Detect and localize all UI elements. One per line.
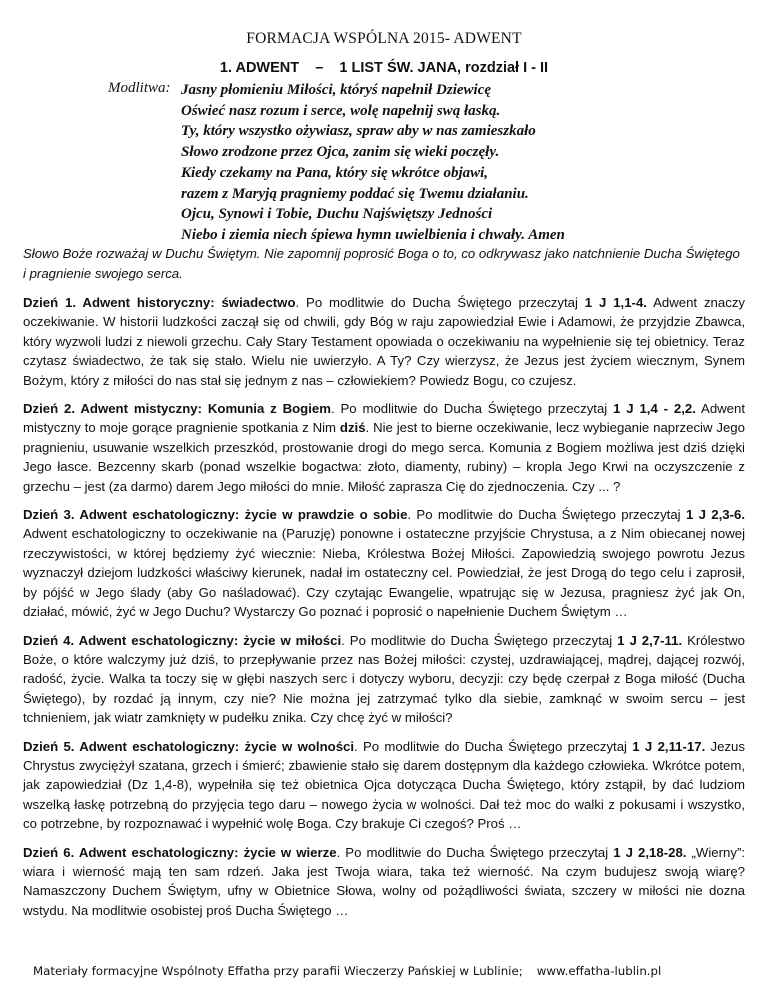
day-5-instruction: . Po modlitwie do Ducha Świętego przeczytaj — [354, 738, 633, 754]
document-title: FORMACJA WSPÓLNA 2015- ADWENT — [246, 30, 522, 47]
day-1-paragraph — [23, 293, 745, 390]
day-4-paragraph — [23, 631, 745, 728]
prayer-line: Słowo zrodzone przez Ojca, zanim się wieki poczęły. — [181, 144, 500, 161]
day-1-heading: Dzień 1. Adwent historyczny: świadectwo — [23, 295, 296, 310]
day-5-body: Jezus Chrystus zwyciężył szatana, grzech i śmierć; zbawienie stało się darem dostępnym dla każdego człowieka. Wkrótce potem, jak zapowiedział (Dz 1,4-8), wypełniła się też obietnica Ojca dotycząca Ducha Świętego, który zstąpił, by dać ludziom wszelką łaskę potrzebną do przyjęcia tego daru – nowego życia w wolności. Dał też moc do walki z pokusami i wszystko, co potrzebne, by rozpoznawać i wypełnić wolę Boga. Czy brakuje Ci czegoś? Proś … — [23, 738, 745, 832]
day-1-body: Adwent znaczy oczekiwanie. W historii ludzkości zaczął się od chwili, gdy Bóg w raju zapowiedział Ewie i Adamowi, że przyjdzie Zbawca, który wyzwoli ludzi z niewoli grzechu. Cały Stary Testament opowiada o oczekiwaniu na wypełnienie się tej obietnicy. Teraz czytasz świadectwo, że tak się stało. Wielu nie uwierzyło. A Ty? Czy wierzysz, że Jezus jest życiem wiecznym, Synem Bożym, który z miłości do nas stał się jednym z nas – człowiekiem? Powiedz Bogu, co czujesz. — [23, 295, 746, 388]
day-6-instruction: . Po modlitwie do Ducha Świętego przeczytaj — [336, 844, 614, 860]
day-5-paragraph — [23, 737, 745, 834]
prayer-line: Oświeć nasz rozum i serce, wolę napełnij swą łaską. — [181, 102, 501, 119]
prayer-text — [181, 80, 741, 246]
day-6-reference: 1 J 2,18-28. — [613, 844, 687, 860]
prayer-label: Modlitwa: — [108, 80, 171, 96]
footer-website-link[interactable]: www.effatha-lublin.pl — [536, 964, 662, 978]
day-4-reference: 1 J 2,7-11. — [617, 632, 683, 648]
day-2-emphasis: dziś — [339, 420, 366, 436]
day-3-reference: 1 J 2,3-6. — [685, 507, 745, 523]
prayer-line: razem z Maryją pragniemy poddać się Twemu działaniu. — [181, 185, 529, 202]
day-1-reference: 1 J 1,1-4. — [584, 295, 647, 310]
day-2-body: Adwent mistyczny to moje gorące pragnienie spotkania z Nim — [23, 401, 746, 436]
day-2-body-cont: . Nie jest to bierne oczekiwanie, lecz wybieganie naprzeciw Jego pragnieniu, usuwanie wszelkich przeszkód, prostowanie drogi do mego serca. Komunia z Bogiem możliwa jest dziś dzięki Jego łasce. Bezcenny skarb (ponad wszelkie bogactwa: złoto, diamenty, rubiny) – kropla Jego Krwi na oczyszczenie z grzechu – jest (za darmo) darem Jego miłości do mnie. Miłość zaprasza Cię do zjednoczenia. Czy ... ? — [23, 420, 745, 494]
day-4-body: Królestwo Boże, o które walczymy już dziś, to przepływanie przez nas Bożej miłości: czystej, uzdrawiającej, mądrej, dającej rozwój, radość, życie. Walka ta toczy się w głębi naszych serc i dotyczy wyboru, decyzji: czy będę czerpał z Boga miłość (Ducha Świętego), by rozdać ją innym, czy nie? Nie można jej zatrzymać tylko dla siebie, zamknąć w swoim sercu – jest tchnieniem, jak wiatr zamknięty w pudełku znika. Czy chcę żyć w miłości? — [23, 632, 746, 726]
day-6-paragraph — [23, 843, 745, 921]
day-2-instruction: . Po modlitwie do Ducha Świętego przeczytaj — [330, 401, 614, 417]
day-3-instruction: . Po modlitwie do Ducha Świętego przeczytaj — [407, 507, 686, 523]
page-footer — [33, 964, 733, 978]
day-3-heading: Dzień 3. Adwent eschatologiczny: życie w prawdzie o sobie — [23, 507, 408, 523]
day-6-body: „Wierny”: wiara i wierność mają ten sam rdzeń. Jaka jest Twoja wiara, taka też wierność. Na czym budujesz swoją wiarę? Namaszczony Duchem Świętym, ufny w Obietnice Słowa, wolny od pożądliwości świata, szczery w miłości nie dozna wstydu. Na modlitwie osobistej proś Ducha Świętego … — [23, 844, 746, 918]
day-2-reference: 1 J 1,4 - 2,2. — [613, 401, 696, 417]
prayer-line: Niebo i ziemia niech śpiewa hymn uwielbienia i chwały. Amen — [181, 226, 565, 243]
day-6-heading: Dzień 6. Adwent eschatologiczny: życie w wierze — [23, 844, 337, 860]
day-5-heading: Dzień 5. Adwent eschatologiczny: życie w wolności — [23, 738, 355, 754]
day-4-instruction: . Po modlitwie do Ducha Świętego przeczytaj — [341, 632, 618, 648]
day-4-heading: Dzień 4. Adwent eschatologiczny: życie w miłości — [23, 632, 342, 648]
prayer-line: Jasny płomieniu Miłości, któryś napełnił Dziewicę — [181, 82, 492, 98]
prayer-line: Kiedy czekamy na Pana, który się wkrótce objawi, — [181, 164, 489, 181]
day-2-heading: Dzień 2. Adwent mistyczny: Komunia z Bogiem — [23, 401, 331, 417]
footer-credit: Materiały formacyjne Wspólnoty Effatha przy parafii Wieczerzy Pańskiej w Lublinie; — [33, 964, 523, 978]
prayer-line: Ojcu, Synowi i Tobie, Duchu Najświętszy Jedności — [181, 206, 493, 223]
intro-text: Słowo Boże rozważaj w Duchu Świętym. Nie zapomnij poprosić Boga o to, co odkrywasz jako natchnienie Ducha Świętego i pragnienie swojego serca. — [23, 246, 740, 281]
document-subtitle: 1. ADWENT – 1 LIST ŚW. JANA, rozdział I - II — [219, 60, 549, 76]
day-3-body: Adwent eschatologiczny to oczekiwanie na (Paruzję) ponowne i ostateczne przyjście Chrystusa, a z Nim obiecanej nowej rzeczywistości, w której będziemy żyć wiecznie: Nieba, Królestwa Bożej Miłości. Zapowiedzią swojego powrotu Jezus wyznaczył dziejom ludzkości właściwy kierunek, nadał im ostateczny cel. Powiedział, że jest Drogą do tego celu i zaprosił, by pójść w Jego ślady (aby Go naśladować). Czy czytając Ewangelie, wpatrując się w Jezusa, pragniesz żyć jak On, działać, mówić, żyć w Jego Duchu? Wystarczy Go poznać i poprosić o napełnienie Duchem Świętym … — [23, 526, 745, 620]
prayer-line: Ty, który wszystko ożywiasz, spraw aby w nas zamieszkało — [181, 123, 536, 140]
day-1-instruction: . Po modlitwie do Ducha Świętego przeczytaj — [295, 295, 585, 310]
daily-readings — [23, 293, 745, 929]
day-2-paragraph — [23, 399, 745, 496]
day-3-paragraph — [23, 505, 745, 621]
day-5-reference: 1 J 2,11-17. — [632, 738, 706, 754]
